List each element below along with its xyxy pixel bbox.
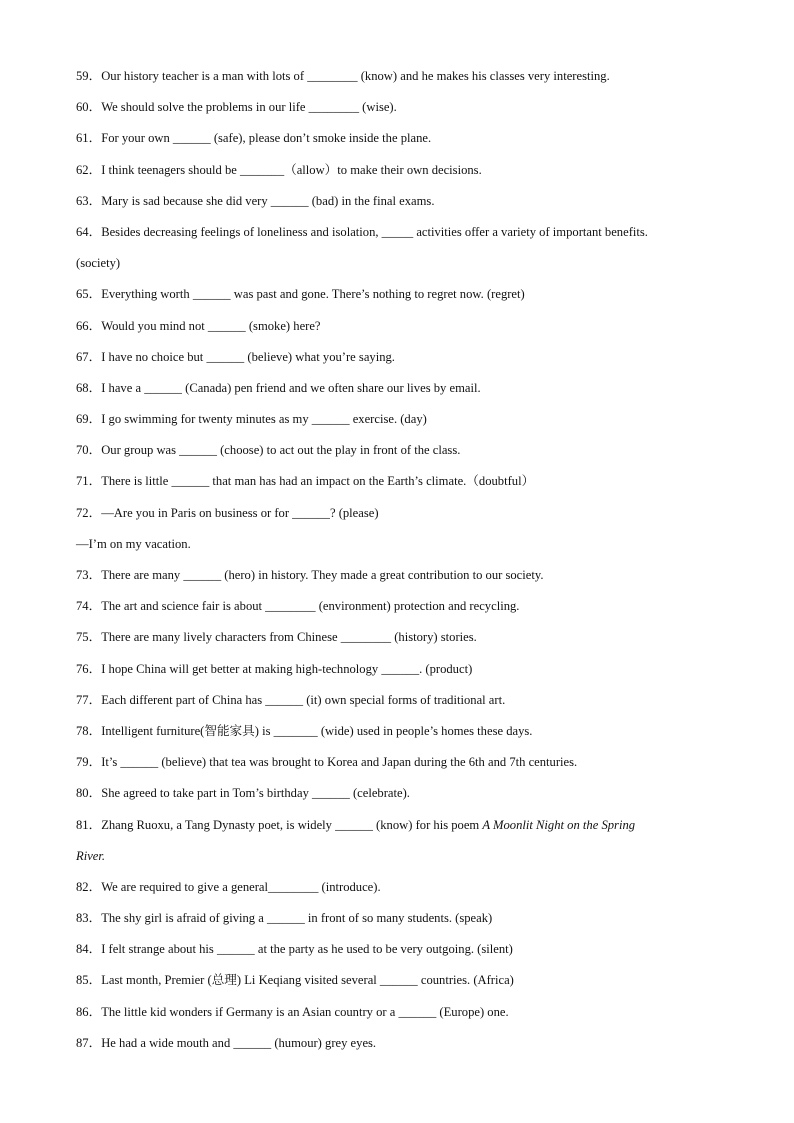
question-81: 81．Zhang Ruoxu, a Tang Dynasty poet, is widely ______ (know) for his poem A Moonlit Night on the Spring [76,817,636,832]
question-76: 76．I hope China will get better at making high-technology ______. (product) [76,661,473,676]
question-83: 83．The shy girl is afraid of giving a ______ in front of so many students. (speak) [76,911,493,926]
poem-title: A Moonlit Night on the Spring [482,817,636,832]
question-70: 70．Our group was ______ (choose) to act out the play in front of the class. [76,443,461,458]
question-59: 59．Our history teacher is a man with lots of ________ (know) and he makes his classes very interesting. [76,69,610,83]
question-73: 73．There are many ______ (hero) in history. They made a great contribution to our society. [76,568,544,582]
question-63: 63．Mary is sad because she did very ______ (bad) in the final exams. [76,193,435,208]
question-75: 75．There are many lively characters from Chinese ________ (history) stories. [76,630,477,645]
question-66: 66．Would you mind not ______ (smoke) here? [76,318,321,333]
question-61: 61．For your own ______ (safe), please don’t smoke inside the plane. [76,131,432,146]
question-79: 79．It’s ______ (believe) that tea was brought to Korea and Japan during the 6th and 7th centuries. [76,755,578,770]
question-74: 74．The art and science fair is about ________ (environment) protection and recycling. [76,599,520,614]
question-71: 71．There is little ______ that man has had an impact on the Earth’s climate.（doubtful） [76,474,535,489]
question-62: 62．I think teenagers should be _______（allow）to make their own decisions. [76,162,482,177]
question-81-cont: River. [76,848,106,863]
question-87: 87．He had a wide mouth and ______ (humour) grey eyes. [76,1035,377,1050]
question-65: 65．Everything worth ______ was past and gone. There’s nothing to regret now. (regret) [76,287,525,302]
question-82: 82．We are required to give a general________ (introduce). [76,879,381,894]
question-80: 80．She agreed to take part in Tom’s birthday ______ (celebrate). [76,786,410,801]
question-67: 67．I have no choice but ______ (believe) what you’re saying. [76,349,395,364]
question-72: 72．—Are you in Paris on business or for ______? (please) [76,505,379,520]
question-84: 84．I felt strange about his ______ at the party as he used to be very outgoing. (silent) [76,942,513,957]
exercise-page [76,64,726,1062]
question-60: 60．We should solve the problems in our life ________ (wise). [76,100,397,115]
question-68: 68．I have a ______ (Canada) pen friend and we often share our lives by email. [76,380,481,395]
question-85: 85．Last month, Premier (总理) Li Keqiang visited several ______ countries. (Africa) [76,973,514,988]
question-86: 86．The little kid wonders if Germany is an Asian country or a ______ (Europe) one. [76,1004,509,1019]
question-77: 77．Each different part of China has ______ (it) own special forms of traditional art. [76,692,506,707]
question-69: 69．I go swimming for twenty minutes as my ______ exercise. (day) [76,412,427,427]
question-78: 78．Intelligent furniture(智能家具) is _______ (wide) used in people’s homes these days. [76,723,533,738]
question-64: 64．Besides decreasing feelings of loneliness and isolation, _____ activities offer a variety of important benefits. [76,224,648,239]
question-72-answer: —I’m on my vacation. [76,536,191,551]
question-64-cont: (society) [76,256,121,271]
